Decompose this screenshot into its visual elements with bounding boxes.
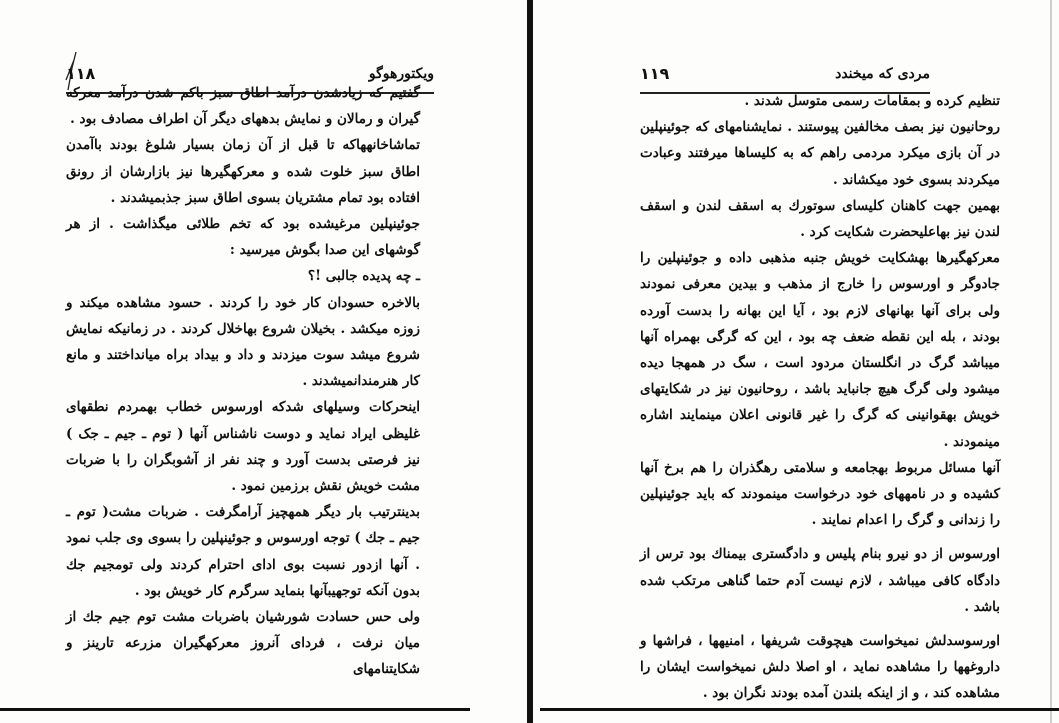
book-gutter <box>527 0 533 723</box>
paragraph: ـ چه پدیده جالبی !؟ <box>307 268 420 285</box>
right-page-body <box>640 88 1000 707</box>
paragraph: بهمین جهت کاهنان کلیسای سوتورك به اسقف لندن و اسقف لندن نیز بهاعلیحضرت شکایت کرد . <box>640 197 1000 241</box>
paragraph: اورسوس از دو نیرو بنام پلیس و دادگستری بیمناك بود ترس از دادگاه کافی میباشد ، لازم نیست آدم حتما گناهی مرتکب شده باشد . <box>640 546 1000 615</box>
paragraph: تنظیم کرده و بمقامات رسمی متوسل شدند . <box>744 93 1000 109</box>
left-page-bottom-edge <box>0 708 470 711</box>
left-page-number: ۱۱۸ <box>66 64 96 83</box>
paragraph: روحانیون نیز بصف مخالفین پیوستند . نمایشنامهای که جوئینپلین در آن بازی میکرد مردمی راهم که به کلیساها میرفتند وعبادت میکردند بسوی خود میکشاند . <box>640 119 1000 188</box>
paragraph: اینحرکات وسیلهای شدکه اورسوس خطاب بهمردم نطقهای غلیظی ایراد نماید و دوست ناشناس آنها ( توم ـ جیم ـ جک ) نیز فرصتی بدست آورد و چند نفر از آشوبگران را با ضربات مشت خویش نقش برزمین نمود . <box>66 399 420 495</box>
scan-edge <box>1050 0 1052 723</box>
paragraph: بالاخره حسودان کار خود را کردند . حسود مشاهده میکند و زوزه میکشد . بخیلان شروع بهاخلال کردند . در زمانیکه نمایش شروع میشد سوت میزدند و داد و بیداد براه میانداختند و مانع کار هنرمندانمیشدند . <box>66 294 420 390</box>
paragraph: تماشاخانههاکه تا قبل از آن زمان بسیار شلوغ بودند باآمدن اطاق سبز خلوت شده و معرکهگیرها نیز بازارشان از رونق افتاده بود تمام مشتریان بسوی اطاق سبز جذبمیشدند . <box>66 137 420 206</box>
paragraph: آنها مسائل مربوط بهجامعه و سلامتی رهگذران را هم برخ آنها کشیده و در نامههای خود درخواست مینمودند که باید جوئینپلین را زندانی و گرگ را اعدام نمایند . <box>640 459 1000 529</box>
paragraph: اورسوسدلش نمیخواست هیچوقت شریفها ، امنیهها ، فراشها و داروغهها را مشاهده نماید ، او اصلا دلش نمیخواست ایشان را مشاهده کند ، و از اینکه بلندن آمده بودند نگران بود . <box>640 633 1000 702</box>
right-page-bottom-edge <box>540 708 1059 711</box>
left-page-body <box>66 80 420 683</box>
paragraph: ولی حس حسادت شورشیان باضربات مشت توم جیم جك از میان نرفت ، فردای آنروز معرکهگیران مزرعه تارینز و شکایتنامهای <box>66 609 420 678</box>
right-running-title: مردی که میخندد <box>835 66 930 82</box>
left-running-title: ویکتورهوگو <box>368 66 434 82</box>
right-page-number: ۱۱۹ <box>640 64 670 83</box>
paragraph: معرکهگیرها بهشکایت خویش جنبه مذهبی داده و جوئینپلین را جادوگر و اورسوس را خارج از مذهب و بیدین معرفی نمودند ولی برای آنها بهانهای لازم بود ، آیا این بهانه را بدست آورده بودند ، بله این نقطه ضعف چه بود ، این که گرگی بهمراه آنها میباشد گرگ در انگلستان مردود است ، سگ در همهجا دیده میشود ولی گرگ هیچ جانباید باشد ، روحانیون نیز در شکایتهای خویش بهقوانینی که گرگ را غیر قانونی اعلان مینمایند اشاره مینمودند . <box>640 250 1000 450</box>
paragraph: بدینترتیب بار دیگر همهچیز آرامگرفت . ضربات مشت( توم ـ جیم ـ جك ) توجه اورسوس و جوئینپلین را بسوی وی جلب نمود . آنها ازدور نسبت بوی ادای احترام کردند ولی تومجیم جك بدون آنکه توجهیبآنها بنماید سرگرم کار خویش بود . <box>66 504 420 599</box>
paragraph: جوئینپلین مرغیشده بود که تخم طلائی میگذاشت . از هر گوشهای این صدا بگوش میرسید : <box>66 216 420 259</box>
right-page-header <box>640 66 930 90</box>
paragraph: گفتیم که زیادشدن درآمد اطاق سبز باکم شدن درآمد معرکه گیران و رمالان و نمایش بدههای دیگر آن اطراف مصادف بود . <box>66 85 420 128</box>
